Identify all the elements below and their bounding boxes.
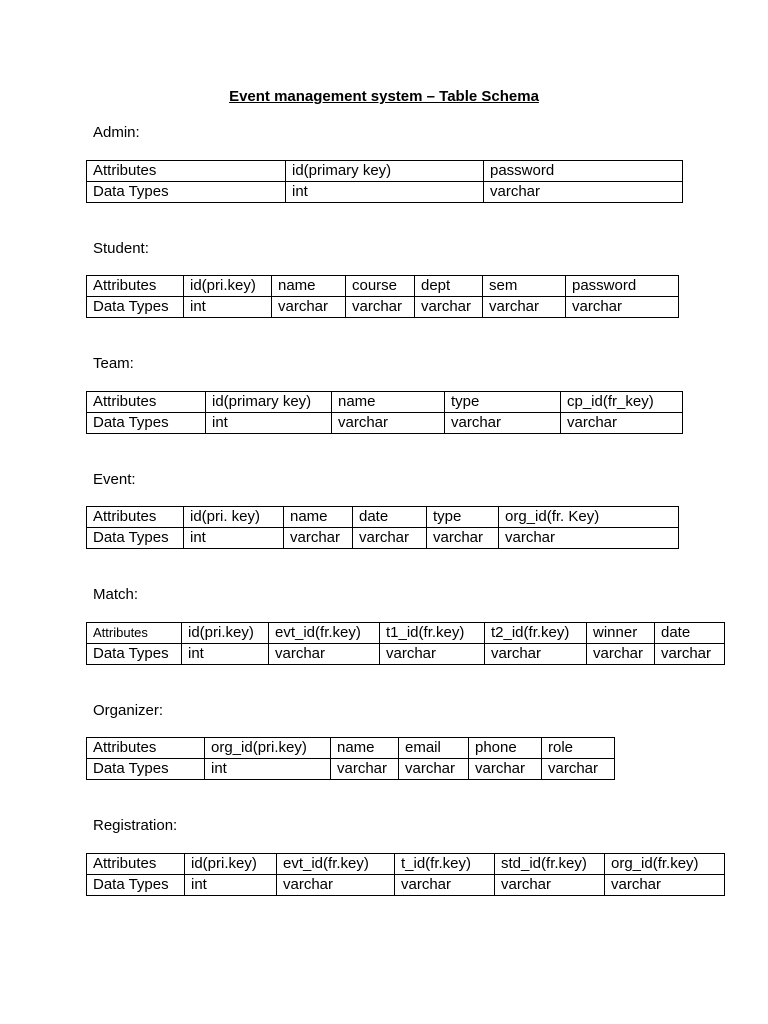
type-cell: varchar (499, 528, 679, 549)
row-label-attributes: Attributes (87, 276, 184, 297)
type-cell: varchar (380, 644, 485, 665)
type-cell: int (205, 759, 331, 780)
attribute-cell: cp_id(fr_key) (561, 392, 683, 413)
match-section-label: Match: (93, 586, 139, 603)
event-section-label: Event: (93, 471, 136, 488)
row-label-attributes: Attributes (87, 507, 184, 528)
organizer-section-label: Organizer: (93, 702, 164, 719)
table-row (87, 875, 725, 896)
table-row (87, 738, 615, 759)
attribute-cell: name (331, 738, 399, 759)
type-cell: varchar (353, 528, 427, 549)
attribute-cell: id(pri.key) (184, 276, 272, 297)
row-label-attributes: Attributes (87, 161, 286, 182)
type-cell: varchar (605, 875, 725, 896)
row-label-data-types: Data Types (87, 875, 185, 896)
attribute-cell: t_id(fr.key) (395, 854, 495, 875)
table-row (87, 623, 725, 644)
type-cell: varchar (445, 413, 561, 434)
table-row (87, 161, 683, 182)
type-cell: varchar (415, 297, 483, 318)
attribute-cell: id(primary key) (286, 161, 484, 182)
attribute-cell: role (542, 738, 615, 759)
registration-section-label: Registration: (93, 817, 178, 834)
attribute-cell: org_id(fr.key) (605, 854, 725, 875)
event-table (86, 506, 679, 549)
type-cell: varchar (269, 644, 380, 665)
table-row (87, 276, 679, 297)
admin-table (86, 160, 683, 203)
attribute-cell: email (399, 738, 469, 759)
row-label-data-types: Data Types (87, 297, 184, 318)
type-cell: int (182, 644, 269, 665)
type-cell: varchar (346, 297, 415, 318)
row-label-data-types: Data Types (87, 644, 182, 665)
table-row (87, 507, 679, 528)
attribute-cell: sem (483, 276, 566, 297)
attribute-cell: name (272, 276, 346, 297)
attribute-cell: password (484, 161, 683, 182)
attribute-cell: type (445, 392, 561, 413)
attribute-cell: t2_id(fr.key) (485, 623, 587, 644)
attribute-cell: password (566, 276, 679, 297)
table-row (87, 182, 683, 203)
attribute-cell: id(pri.key) (182, 623, 269, 644)
type-cell: varchar (395, 875, 495, 896)
student-table (86, 275, 679, 318)
table-row (87, 392, 683, 413)
attribute-cell: id(pri.key) (185, 854, 277, 875)
type-cell: int (185, 875, 277, 896)
row-label-data-types: Data Types (87, 528, 184, 549)
type-cell: varchar (542, 759, 615, 780)
type-cell: int (286, 182, 484, 203)
type-cell: varchar (272, 297, 346, 318)
type-cell: varchar (495, 875, 605, 896)
type-cell: varchar (331, 759, 399, 780)
table-row (87, 528, 679, 549)
match-table (86, 622, 725, 665)
attribute-cell: org_id(pri.key) (205, 738, 331, 759)
attribute-cell: name (332, 392, 445, 413)
type-cell: varchar (561, 413, 683, 434)
row-label-data-types: Data Types (87, 182, 286, 203)
row-label-attributes: Attributes (87, 392, 206, 413)
document-title: Event management system – Table Schema (229, 88, 539, 105)
type-cell: varchar (469, 759, 542, 780)
attribute-cell: id(pri. key) (184, 507, 284, 528)
type-cell: varchar (427, 528, 499, 549)
type-cell: int (184, 528, 284, 549)
attribute-cell: evt_id(fr.key) (277, 854, 395, 875)
table-row (87, 413, 683, 434)
row-label-data-types: Data Types (87, 759, 205, 780)
attribute-cell: date (353, 507, 427, 528)
row-label-attributes: Attributes (87, 854, 185, 875)
type-cell: varchar (284, 528, 353, 549)
team-table (86, 391, 683, 434)
table-row (87, 297, 679, 318)
registration-table (86, 853, 725, 896)
team-section-label: Team: (93, 355, 134, 372)
type-cell: varchar (484, 182, 683, 203)
type-cell: varchar (655, 644, 725, 665)
attribute-cell: type (427, 507, 499, 528)
type-cell: int (184, 297, 272, 318)
student-section-label: Student: (93, 240, 149, 257)
type-cell: int (206, 413, 332, 434)
attribute-cell: course (346, 276, 415, 297)
attribute-cell: std_id(fr.key) (495, 854, 605, 875)
attribute-cell: date (655, 623, 725, 644)
type-cell: varchar (332, 413, 445, 434)
type-cell: varchar (566, 297, 679, 318)
attribute-cell: phone (469, 738, 542, 759)
type-cell: varchar (399, 759, 469, 780)
table-row (87, 854, 725, 875)
type-cell: varchar (483, 297, 566, 318)
row-label-data-types: Data Types (87, 413, 206, 434)
type-cell: varchar (587, 644, 655, 665)
attribute-cell: winner (587, 623, 655, 644)
attribute-cell: id(primary key) (206, 392, 332, 413)
type-cell: varchar (277, 875, 395, 896)
row-label-attributes: Attributes (87, 738, 205, 759)
row-label-attributes: Attributes (87, 623, 182, 644)
attribute-cell: dept (415, 276, 483, 297)
type-cell: varchar (485, 644, 587, 665)
attribute-cell: name (284, 507, 353, 528)
table-row (87, 644, 725, 665)
attribute-cell: t1_id(fr.key) (380, 623, 485, 644)
admin-section-label: Admin: (93, 124, 140, 141)
organizer-table (86, 737, 615, 780)
table-row (87, 759, 615, 780)
attribute-cell: evt_id(fr.key) (269, 623, 380, 644)
attribute-cell: org_id(fr. Key) (499, 507, 679, 528)
